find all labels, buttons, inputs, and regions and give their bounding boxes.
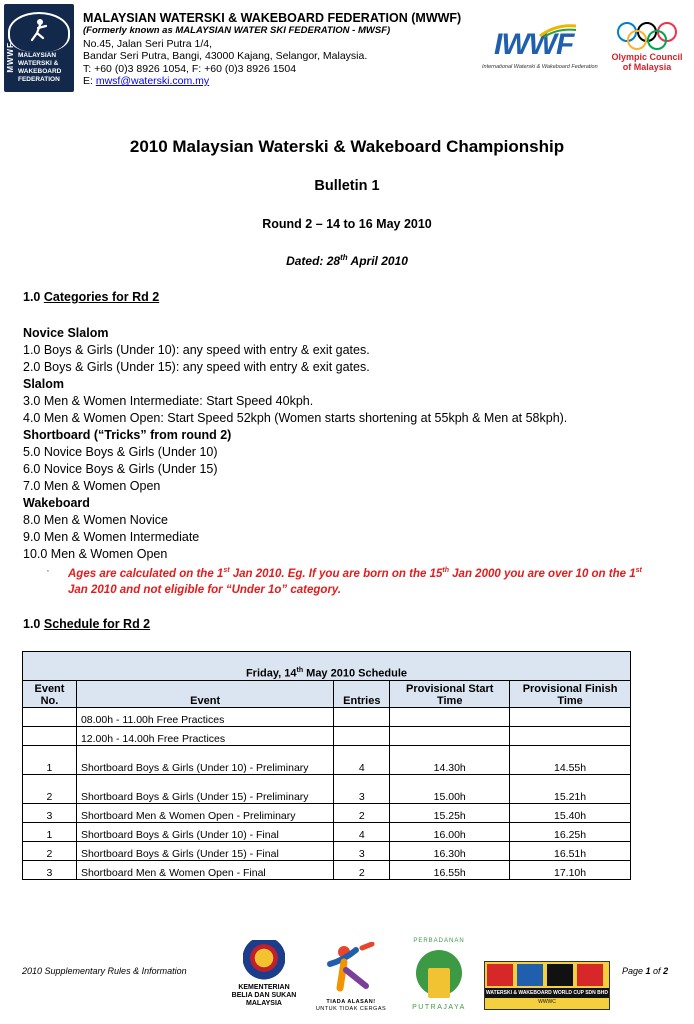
cell-finish: 16.51h bbox=[510, 842, 631, 861]
cell-entries: 3 bbox=[334, 842, 390, 861]
cell-event: Shortboard Men & Women Open - Preliminary bbox=[76, 804, 333, 823]
cell-event-no bbox=[23, 708, 77, 727]
table-caption-row bbox=[23, 652, 631, 681]
cell-entries: 4 bbox=[334, 746, 390, 775]
category-group-heading: Wakeboard bbox=[23, 496, 90, 510]
bulletin-title: Bulletin 1 bbox=[314, 178, 380, 194]
category-item: 6.0 Novice Boys & Girls (Under 15) bbox=[23, 462, 218, 476]
cell-event-no: 1 bbox=[23, 746, 77, 775]
round-title: Round 2 – 14 to 16 May 2010 bbox=[262, 217, 432, 231]
cell-start bbox=[390, 708, 510, 727]
bullet-icon: · bbox=[46, 565, 50, 577]
category-item: 1.0 Boys & Girls (Under 10): any speed with entry & exit gates. bbox=[23, 343, 370, 357]
table-row bbox=[23, 804, 631, 823]
cell-finish: 14.55h bbox=[510, 746, 631, 775]
table-caption: Friday, 14th May 2010 Schedule bbox=[23, 652, 631, 681]
email-line: E: mwsf@waterski.com.my bbox=[83, 75, 210, 87]
org-name: MALAYSIAN WATERSKI & WAKEBOARD FEDERATION (MWWF) bbox=[83, 11, 462, 25]
iwwf-logo bbox=[482, 24, 598, 76]
cell-entries: 4 bbox=[334, 823, 390, 842]
cell-event: 08.00h - 11.00h Free Practices bbox=[76, 708, 333, 727]
category-group-heading: Slalom bbox=[23, 377, 64, 391]
cell-start: 15.00h bbox=[390, 775, 510, 804]
col-header-finish: Provisional Finish Time bbox=[510, 681, 631, 708]
cell-finish: 17.10h bbox=[510, 861, 631, 880]
address-line-2: Bandar Seri Putra, Bangi, 43000 Kajang, Selangor, Malaysia. bbox=[83, 50, 368, 62]
table-row bbox=[23, 727, 631, 746]
cell-event-no: 2 bbox=[23, 842, 77, 861]
tiada-alasan-logo: TIADA ALASAN! UNTUK TIDAK CERGAS bbox=[314, 942, 388, 1013]
age-note: · Ages are calculated on the 1st Jan 2010. Eg. If you are born on the 15th Jan 2000 you are over 10 on the 1st Jan 2010 and not eligible for “Under 1o” category. bbox=[46, 565, 642, 596]
table-row bbox=[23, 842, 631, 861]
col-header-event-no: Event No. bbox=[23, 681, 77, 708]
cell-event-no: 3 bbox=[23, 804, 77, 823]
cell-start: 15.25h bbox=[390, 804, 510, 823]
cell-event: 12.00h - 14.00h Free Practices bbox=[76, 727, 333, 746]
cell-event-no bbox=[23, 727, 77, 746]
category-item: 5.0 Novice Boys & Girls (Under 10) bbox=[23, 445, 218, 459]
wwc-logo: WATERSKI & WAKEBOARD WORLD CUP SDN BHD WWWC bbox=[484, 961, 610, 1010]
category-item: 4.0 Men & Women Open: Start Speed 52kph (Women starts shortening at 55kph & Men at 58kph). bbox=[23, 411, 568, 425]
olympic-rings-icon bbox=[617, 22, 677, 48]
cell-event-no: 3 bbox=[23, 861, 77, 880]
cell-finish bbox=[510, 708, 631, 727]
category-item: 7.0 Men & Women Open bbox=[23, 479, 161, 493]
iwwf-caption: International Waterski & Wakeboard Federation bbox=[482, 64, 598, 70]
cell-start bbox=[390, 727, 510, 746]
table-row bbox=[23, 823, 631, 842]
table-row bbox=[23, 775, 631, 804]
category-item: 3.0 Men & Women Intermediate: Start Speed 40kph. bbox=[23, 394, 314, 408]
ocm-logo bbox=[604, 22, 690, 72]
col-header-entries: Entries bbox=[334, 681, 390, 708]
table-row bbox=[23, 746, 631, 775]
category-item: 9.0 Men & Women Intermediate bbox=[23, 530, 200, 544]
cell-event-no: 2 bbox=[23, 775, 77, 804]
cell-start: 16.00h bbox=[390, 823, 510, 842]
section-heading-schedule: 1.0 Schedule for Rd 2 bbox=[23, 617, 151, 631]
iwwf-swoosh-icon bbox=[538, 24, 578, 38]
cell-entries bbox=[334, 727, 390, 746]
cell-entries: 3 bbox=[334, 775, 390, 804]
category-group-heading: Novice Slalom bbox=[23, 326, 109, 340]
schedule-table bbox=[22, 651, 631, 880]
letterhead bbox=[83, 11, 461, 88]
org-formerly: (Formerly known as MALAYSIAN WATER SKI FEDERATION - MWSF) bbox=[83, 25, 391, 36]
categories-list bbox=[23, 325, 567, 563]
category-item: 8.0 Men & Women Novice bbox=[23, 513, 168, 527]
cell-event: Shortboard Boys & Girls (Under 15) - Final bbox=[76, 842, 333, 861]
cell-finish: 16.25h bbox=[510, 823, 631, 842]
logo-text: MALAYSIAN WATERSKI & WAKEBOARD FEDERATION bbox=[18, 52, 62, 83]
cell-start: 16.30h bbox=[390, 842, 510, 861]
table-header-row bbox=[23, 681, 631, 708]
document-title: 2010 Malaysian Waterski & Wakeboard Championship bbox=[129, 137, 565, 156]
cell-entries: 2 bbox=[334, 861, 390, 880]
cell-start: 14.30h bbox=[390, 746, 510, 775]
phone-fax: T: +60 (0)3 8926 1054, F: +60 (0)3 8926 1504 bbox=[83, 62, 297, 75]
skier-icon bbox=[26, 18, 52, 44]
active-figure-icon bbox=[322, 942, 380, 994]
iwwf-wordmark: IWWF bbox=[494, 28, 574, 61]
category-item: 10.0 Men & Women Open bbox=[23, 547, 168, 561]
cell-event-no: 1 bbox=[23, 823, 77, 842]
footer-left-text: 2010 Supplementary Rules & Information bbox=[22, 966, 187, 976]
email-link[interactable]: mwsf@waterski.com.my bbox=[95, 75, 210, 87]
col-header-start: Provisional Start Time bbox=[390, 681, 510, 708]
cell-event: Shortboard Men & Women Open - Final bbox=[76, 861, 333, 880]
cell-event: Shortboard Boys & Girls (Under 10) - Preliminary bbox=[76, 746, 333, 775]
category-item: 2.0 Boys & Girls (Under 15): any speed with entry & exit gates. bbox=[23, 360, 370, 374]
dated-line: Dated: 28th April 2010 bbox=[286, 253, 408, 268]
table-row bbox=[23, 708, 631, 727]
page-number: Page 1 of 2 bbox=[622, 966, 669, 976]
cell-event: Shortboard Boys & Girls (Under 15) - Preliminary bbox=[76, 775, 333, 804]
address-line-1: No.45, Jalan Seri Putra 1/4, bbox=[83, 37, 212, 50]
category-group-heading: Shortboard (“Tricks” from round 2) bbox=[23, 428, 232, 442]
col-header-event: Event bbox=[76, 681, 333, 708]
cell-entries: 2 bbox=[334, 804, 390, 823]
cell-start: 16.55h bbox=[390, 861, 510, 880]
cell-entries bbox=[334, 708, 390, 727]
cell-finish: 15.40h bbox=[510, 804, 631, 823]
mwwf-logo bbox=[4, 4, 74, 92]
ocm-name: Olympic Council of Malaysia bbox=[611, 52, 683, 72]
logo-side-text: MWWF bbox=[6, 42, 15, 73]
perbadanan-putrajaya-logo: PERBADANAN PUTRAJAYA bbox=[412, 938, 466, 1011]
malaysia-crest-icon bbox=[243, 940, 285, 980]
table-row bbox=[23, 861, 631, 880]
cell-event: Shortboard Boys & Girls (Under 10) - Final bbox=[76, 823, 333, 842]
cell-finish: 15.21h bbox=[510, 775, 631, 804]
kbs-logo: KEMENTERIAN BELIA DAN SUKAN MALAYSIA bbox=[223, 940, 305, 1008]
cell-finish bbox=[510, 727, 631, 746]
section-heading-categories: 1.0 Categories for Rd 2 bbox=[23, 290, 160, 304]
